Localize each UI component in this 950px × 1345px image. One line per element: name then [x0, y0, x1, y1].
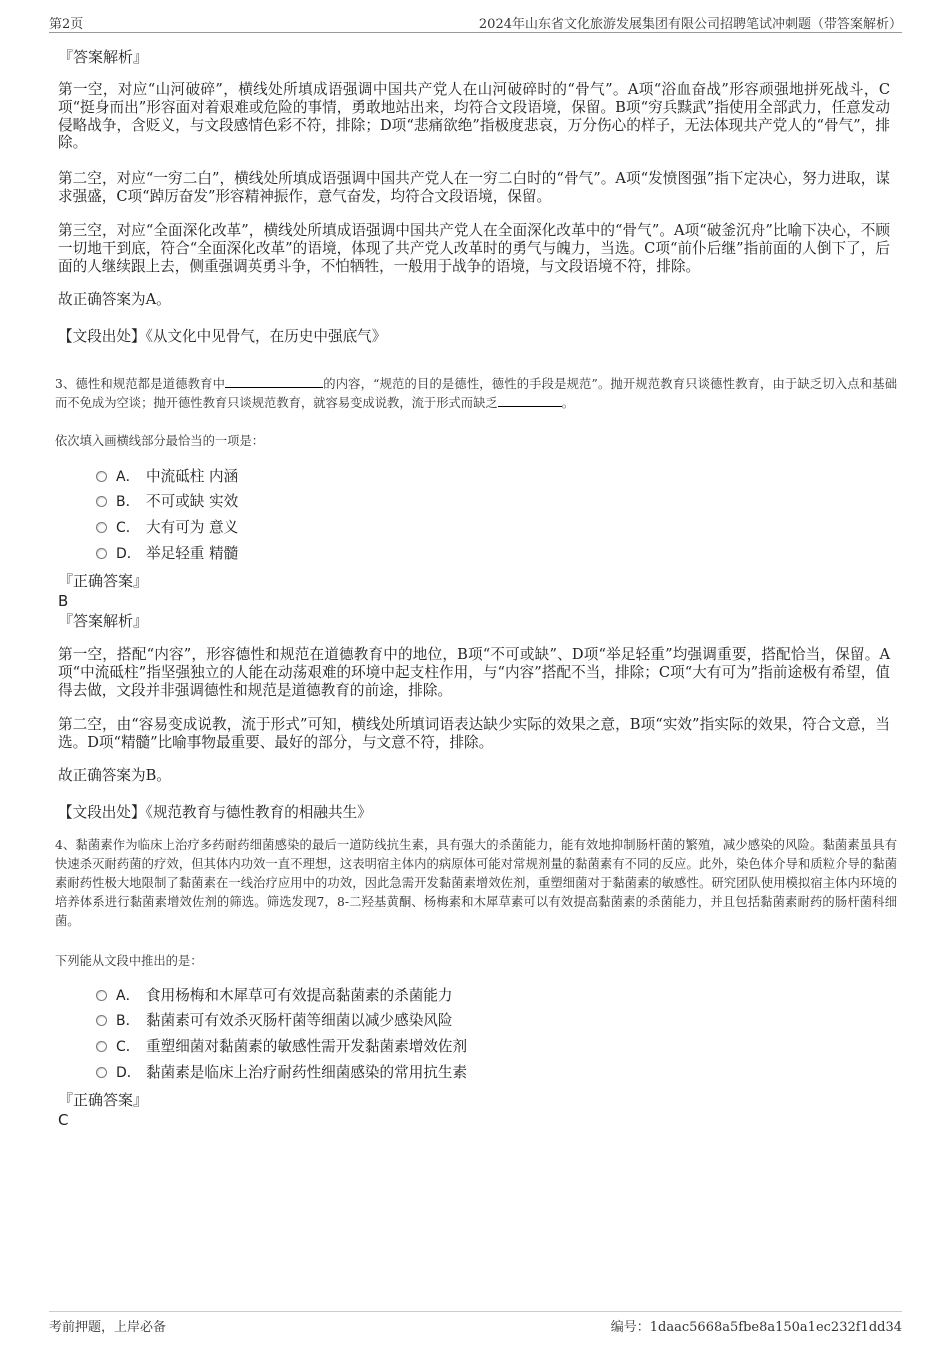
correct-answer: B	[58, 592, 69, 610]
passage-source: 【文段出处】《从文化中见骨气，在历史中强底气》	[58, 328, 387, 345]
analysis-label: 『答案解析』	[58, 612, 149, 630]
footer-slogan: 考前押题，上岸必备	[49, 1320, 167, 1335]
option-b[interactable]: B． 不可或缺 实效	[96, 492, 238, 512]
analysis-paragraph: 第一空，搭配“内容”，形容德性和规范在道德教育中的地位，B项“不可或缺”、D项“举足轻重”均强调重要，搭配恰当，保留。A项“中流砥柱”指坚强独立的人能在动荡艰难的环境中起支柱作用，与“内容”搭配不当，排除；C项“大有可为”指前途极有希望，值得去做，文段并非强调德性和规范是道德教育的前途，排除。	[58, 646, 890, 699]
question-stem: 4、黏菌素作为临床上治疗多药耐药细菌感染的最后一道防线抗生素，具有强大的杀菌能力，能有效地抑制肠杆菌的繁殖，减少感染的风险。黏菌素虽具有快速杀灭耐药菌的疗效，但其体内功效一直不理想，这表明宿主体内的病原体可能对常规剂量的黏菌素有不同的反应。此外，染色体介导和质粒介导的黏菌素耐药性极大地限制了黏菌素在一线治疗应用中的功效，因此急需开发黏菌素增效佐剂，重塑细菌对于黏菌素的敏感性。研究团队使用模拟宿主体内环境的培养体系进行黏菌素增效佐剂的筛选。筛选发现7，8-二羟基黄酮、杨梅素和木犀草素可以有效提高黏菌素的杀菌能力，并且包括黏菌素耐药的肠杆菌科细菌。	[55, 838, 897, 928]
option-b[interactable]: B． 黏菌素可有效杀灭肠杆菌等细菌以减少感染风险	[96, 1011, 452, 1031]
correct-answer-label: 『正确答案』	[58, 1091, 149, 1109]
correct-answer-label: 『正确答案』	[58, 572, 149, 590]
document-code: 编号：1daac5668a5fbe8a150a1ec232f1dd34	[610, 1320, 902, 1335]
analysis-paragraph: 第二空，由“容易变成说教，流于形式”可知，横线处所填词语表达缺少实际的效果之意，B项“实效”指实际的效果，符合文意，当选。D项“精髓”比喻事物最重要、最好的部分，与文意不符，排除。	[58, 716, 890, 751]
option-a[interactable]: A． 中流砥柱 内涵	[96, 467, 238, 487]
correct-answer: C	[58, 1111, 69, 1129]
radio-icon[interactable]	[96, 522, 107, 533]
page-header	[49, 10, 902, 33]
conclusion: 故正确答案为A。	[58, 291, 171, 308]
radio-icon[interactable]	[96, 1041, 107, 1052]
stem-part: 的内容，“规范的目的是德性，德性的手段是规范”。抛开规范教育只谈德性教育，由于缺乏切入点和基础而不免成为空谈；抛开德性教育只谈规范教育，就容易变成说教，流于形式而缺乏	[55, 377, 898, 410]
stem-part: 3、德性和规范都是道德教育中	[55, 377, 226, 391]
page-footer	[49, 1311, 902, 1336]
analysis-label: 『答案解析』	[58, 48, 149, 66]
question-stem	[55, 375, 897, 413]
document-title: 2024年山东省文化旅游发展集团有限公司招聘笔试冲刺题（带答案解析）	[478, 17, 902, 32]
option-a[interactable]: A． 食用杨梅和木犀草可有效提高黏菌素的杀菌能力	[96, 986, 452, 1006]
radio-icon[interactable]	[96, 548, 107, 559]
radio-icon[interactable]	[96, 1015, 107, 1026]
radio-icon[interactable]	[96, 496, 107, 507]
stem-part: 。	[561, 396, 575, 410]
blank-line	[225, 375, 323, 388]
option-d[interactable]: D． 举足轻重 精髓	[96, 544, 238, 564]
question-prompt: 下列能从文段中推出的是：	[55, 954, 203, 968]
analysis-paragraph: 第二空，对应“一穷二白”，横线处所填成语强调中国共产党人在一穷二白时的“骨气”。A项“发愤图强”指下定决心，努力进取，谋求强盛，C项“踔厉奋发”形容精神振作，意气奋发，均符合文段语境，保留。	[58, 170, 890, 205]
option-c[interactable]: C． 重塑细菌对黏菌素的敏感性需开发黏菌素增效佐剂	[96, 1037, 467, 1057]
passage-source: 【文段出处】《规范教育与德性教育的相融共生》	[58, 804, 372, 821]
conclusion: 故正确答案为B。	[58, 767, 171, 784]
radio-icon[interactable]	[96, 1067, 107, 1078]
question-prompt: 依次填入画横线部分最恰当的一项是：	[55, 434, 265, 448]
radio-icon[interactable]	[96, 990, 107, 1001]
option-d[interactable]: D． 黏菌素是临床上治疗耐药性细菌感染的常用抗生素	[96, 1063, 467, 1083]
page-number: 第2页	[49, 17, 84, 32]
blank-line	[498, 394, 562, 407]
analysis-paragraph: 第三空，对应“全面深化改革”，横线处所填成语强调中国共产党人在全面深化改革中的“骨气”。A项“破釜沉舟”比喻下决心，不顾一切地干到底，符合“全面深化改革”的语境，体现了共产党人改革时的勇气与魄力，当选。C项“前仆后继”指前面的人倒下了，后面的人继续跟上去，侧重强调英勇斗争，不怕牺牲，一般用于战争的语境，与文段语境不符，排除。	[58, 222, 890, 275]
radio-icon[interactable]	[96, 471, 107, 482]
analysis-paragraph: 第一空，对应“山河破碎”，横线处所填成语强调中国共产党人在山河破碎时的“骨气”。A项“浴血奋战”形容顽强地拼死战斗，C项“挺身而出”形容面对着艰难或危险的事情，勇敢地站出来，均符合文段语境，保留。B项“穷兵黩武”指使用全部武力，任意发动侵略战争，含贬义，与文段感情色彩不符，排除；D项“悲痛欲绝”指极度悲哀，万分伤心的样子，无法体现共产党人的“骨气”，排除。	[58, 81, 890, 152]
option-c[interactable]: C． 大有可为 意义	[96, 518, 238, 538]
